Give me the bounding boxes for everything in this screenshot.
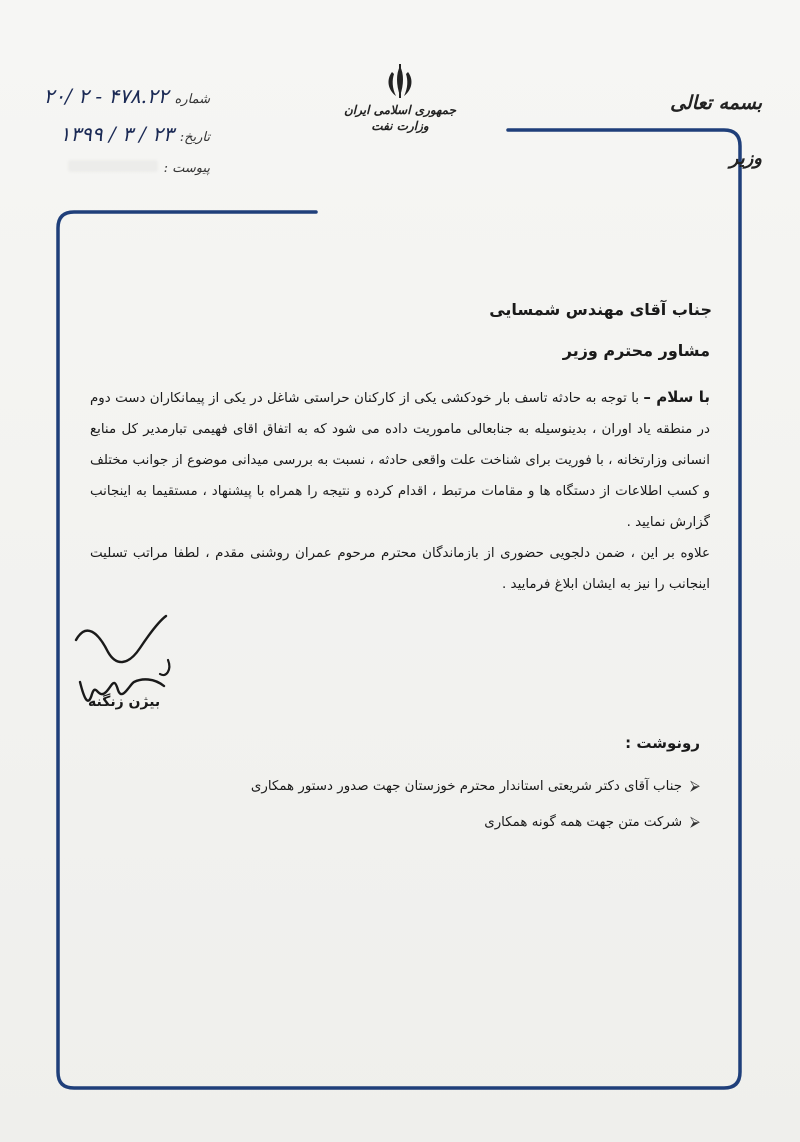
cc-item-text: جناب آقای دکتر شریعتی استاندار محترم خوزستان جهت صدور دستور همکاری <box>250 778 683 794</box>
emblem-line-1: جمهوری اسلامی ایران <box>343 103 457 117</box>
addressee-line-2: مشاور محترم وزیر <box>562 341 710 360</box>
attachment-row <box>40 160 210 198</box>
date-row <box>40 122 210 160</box>
emblem-line-2: وزارت نفت <box>371 119 429 133</box>
letter-body <box>90 300 710 600</box>
arrow-bullet-icon: ⮚ <box>690 814 700 830</box>
cc-block <box>251 734 700 840</box>
date-label: تاریخ: <box>179 130 210 145</box>
iran-emblem-icon <box>380 62 420 102</box>
cc-item <box>251 804 700 840</box>
attachment-label: پیوست : <box>163 161 210 176</box>
cc-title: رونوشت : <box>625 734 700 752</box>
header-right <box>612 92 762 169</box>
paragraph-1-text: با توجه به حادثه تاسف بار خودکشی یکی از کارکنان حراستی شاغل در یکی از پیمانکاران دست دوم در منطقه یاد اوران ، بدینوسیله به جنابعالی ماموریت داده می شود که به اتفاق اقای فهیمی تبارمدیر کل منابع انسانی وزارتخانه ، با فوریت برای شناخت علت واقعی حادثه ، نسبت به بررسی میدانی موضوع از جوانب مختلف و کسب اطلاعات از دستگاه ها و مقامات مرتبط ، اقدام کرده و نتیجه را همراه با پیشنهاد ، مستقیما به اینجانب گزارش نمایید . <box>90 391 710 530</box>
number-value: ۲۰/ ۲ - ۴۷۸.۲۲ <box>43 84 169 108</box>
cc-item <box>251 768 700 804</box>
redacted-field <box>68 160 158 172</box>
number-row <box>40 84 210 122</box>
signer-name: بیژن زنگنه <box>88 694 161 710</box>
letter-frame <box>56 128 742 1090</box>
number-label: شماره <box>174 92 210 107</box>
basmala: بسمه تعالی <box>670 92 762 114</box>
letter-meta <box>40 84 210 198</box>
cc-item-text: شرکت متن جهت همه گونه همکاری <box>484 814 683 830</box>
date-value: ۱۳۹۹ / ۳ / ۲۳ <box>59 122 174 146</box>
paragraph-2: علاوه بر این ، ضمن دلجویی حضوری از بازماندگان محترم مرحوم عمران روشنی مقدم ، لطفا مراتب تسلیت اینجانب را نیز به ایشان ابلاغ فرمایید . <box>90 546 710 592</box>
arrow-bullet-icon: ⮚ <box>690 778 700 794</box>
recipient-title: وزیر <box>729 148 762 169</box>
addressee-line-1: جناب آقای مهندس شمسایی <box>489 300 712 319</box>
salutation: با سلام – <box>643 388 711 406</box>
emblem-block <box>340 62 460 134</box>
paragraph-1 <box>90 382 710 538</box>
